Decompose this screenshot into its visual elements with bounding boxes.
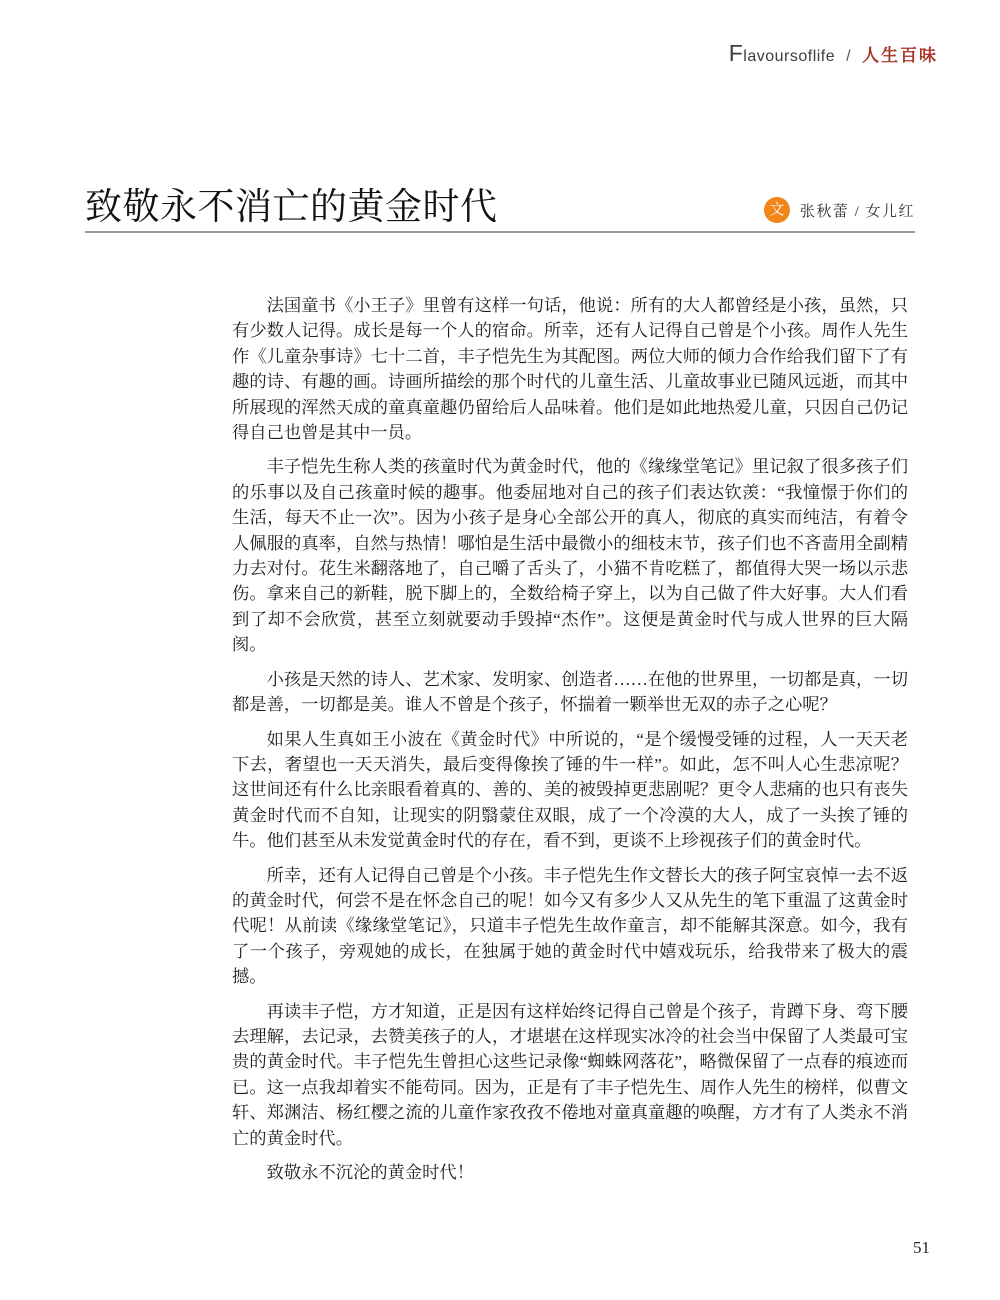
section-header [729, 40, 938, 67]
brand-chinese-name: 人生百味 [862, 46, 938, 65]
author-text-icon: 文 [764, 197, 790, 223]
brand-first-letter: F [728, 40, 744, 66]
paragraph: 所幸，还有人记得自己曾是个小孩。丰子恺先生作文替长大的孩子阿宝哀悼一去不返的黄金时代，何尝不是在怀念自己的呢！如今又有多少人又从先生的笔下重温了这黄金时代呢！从前读《缘缘堂笔记》，只道丰子恺先生故作童言，却不能解其深意。如今，我有了一个孩子，旁观她的成长，在独属于她的黄金时代中嬉戏玩乐，给我带来了极大的震撼。 [232, 865, 908, 987]
author-name: 张秋蕾 / 女儿红 [799, 203, 915, 220]
brand-separator: / [846, 48, 852, 65]
page-number: 51 [913, 1238, 930, 1257]
paragraph: 小孩是天然的诗人、艺术家、发明家、创造者……在他的世界里，一切都是真，一切都是善，一切都是美。谁人不曾是个孩子，怀揣着一颗举世无双的赤子之心呢？ [232, 669, 908, 715]
title-divider [85, 231, 915, 233]
paragraph: 法国童书《小王子》里曾有这样一句话，他说：所有的大人都曾经是小孩，虽然，只有少数人记得。成长是每一个人的宿命。所幸，还有人记得自己曾是个小孩。周作人先生作《儿童杂事诗》七十二首，丰子恺先生为其配图。两位大师的倾力合作给我们留下了有趣的诗、有趣的画。诗画所描绘的那个时代的儿童生活、儿童故事业已随风远逝，而其中所展现的浑然天成的童真童趣仍留给后人品味着。他们是如此地热爱儿童，只因自己仍记得自己也曾是其中一员。 [232, 296, 908, 443]
article-title: 致敬永不消亡的黄金时代 [85, 186, 498, 227]
paragraph: 如果人生真如王小波在《黄金时代》中所说的，“是个缓慢受锤的过程，人一天天老下去，奢望也一天天消失，最后变得像挨了锤的牛一样”。如此，怎不叫人心生悲凉呢？这世间还有什么比亲眼看着真的、善的、美的被毁掉更悲剧呢？更令人悲痛的也只有丧失黄金时代而不自知，让现实的阴翳蒙住双眼，成了一个冷漠的大人，成了一头挨了锤的牛。他们甚至从未发觉黄金时代的存在，看不到，更谈不上珍视孩子们的黄金时代。 [232, 729, 908, 851]
byline [764, 197, 915, 223]
paragraph: 丰子恺先生称人类的孩童时代为黄金时代，他的《缘缘堂笔记》里记叙了很多孩子们的乐事以及自己孩童时候的趣事。他委屈地对自己的孩子们表达钦羡：“我憧憬于你们的生活，每天不止一次”。因为小孩子是身心全部公开的真人，彻底的真实而纯洁，有着令人佩服的真率，自然与热情！哪怕是生活中最微小的细枝末节，孩子们也不吝啬用全副精力去对付。花生米翻落地了，自己嚼了舌头了，小猫不肯吃糕了，都值得大哭一场以示悲伤。拿来自己的新鞋，脱下脚上的，全数给椅子穿上，以为自己做了件大好事。大人们看到了却不会欣赏，甚至立刻就要动手毁掉“杰作”。这便是黄金时代与成人世界的巨大隔阂。 [232, 457, 908, 655]
article-body [232, 293, 908, 1185]
paragraph: 再读丰子恺，方才知道，正是因有这样始终记得自己曾是个孩子，肯蹲下身、弯下腰去理解，去记录，去赞美孩子的人，才堪堪在这样现实冰冷的社会当中保留了人类最可宝贵的黄金时代。丰子恺先生曾担心这些记录像“蜘蛛网落花”，略微保留了一点春的痕迹而已。这一点我却着实不能苟同。因为，正是有了丰子恺先生、周作人先生的榜样，似曹文轩、郑渊洁、杨红樱之流的儿童作家孜孜不倦地对童真童趣的唤醒，方才有了人类永不消亡的黄金时代。 [232, 1001, 908, 1148]
paragraph: 致敬永不沉沦的黄金时代！ [266, 1163, 474, 1182]
brand-name-rest: lavoursoflife [743, 48, 836, 65]
